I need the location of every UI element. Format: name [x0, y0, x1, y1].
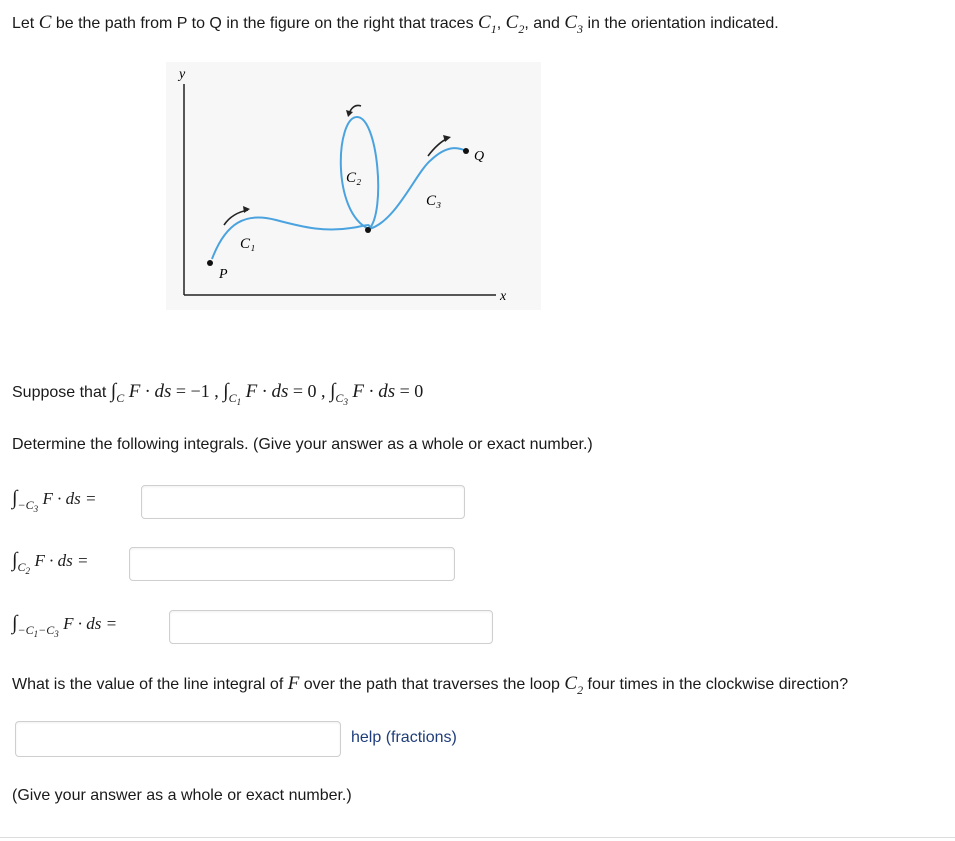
c3-label: C₃ [426, 193, 442, 209]
junction-dot [365, 227, 371, 233]
point-q-dot [463, 148, 469, 154]
answer-neg-c3-input[interactable] [141, 485, 465, 519]
question-neg-c3: $\int_{-C3}$ F · ds = [12, 487, 97, 514]
point-p-label: P [219, 267, 228, 282]
question-neg-c1-neg-c3: $\int_{-C1-C3}$ F · ds = [12, 612, 118, 639]
answer-neg-c1-neg-c3-input[interactable] [169, 610, 493, 644]
y-axis-label: y [179, 67, 186, 82]
given-integrals: Suppose that $\int_C$ F · ds = −1 , $\int_{C1}$ F · ds = 0 , $\int_{C3}$ F · ds = 0 [12, 380, 424, 407]
intro-text: Let C be the path from P to Q in the figure on the right that traces $C_1$, $C_2$, and $C_3$ in the orientation indicated. [12, 12, 779, 36]
footer-note: (Give your answer as a whole or exact number.) [12, 787, 352, 804]
instruction-text: Determine the following integrals. (Give your answer as a whole or exact number.) [12, 436, 593, 453]
help-fractions-link[interactable]: help (fractions) [351, 729, 457, 746]
c1-label: C₁ [240, 236, 256, 252]
point-p-dot [207, 260, 213, 266]
c2-label: C₂ [346, 170, 362, 186]
answer-c2-input[interactable] [129, 547, 455, 581]
answer-loop-input[interactable] [15, 721, 341, 757]
point-q-label: Q [474, 149, 485, 164]
question-c2: $\int_{C2}$ F · ds = [12, 549, 89, 576]
path-figure [166, 62, 541, 310]
x-axis-label: x [500, 289, 507, 304]
bottom-divider [0, 837, 955, 838]
loop-question-text: What is the value of the line integral of F over the path that traverses the loop $C_2$ four times in the clockwise direction? [12, 673, 849, 697]
